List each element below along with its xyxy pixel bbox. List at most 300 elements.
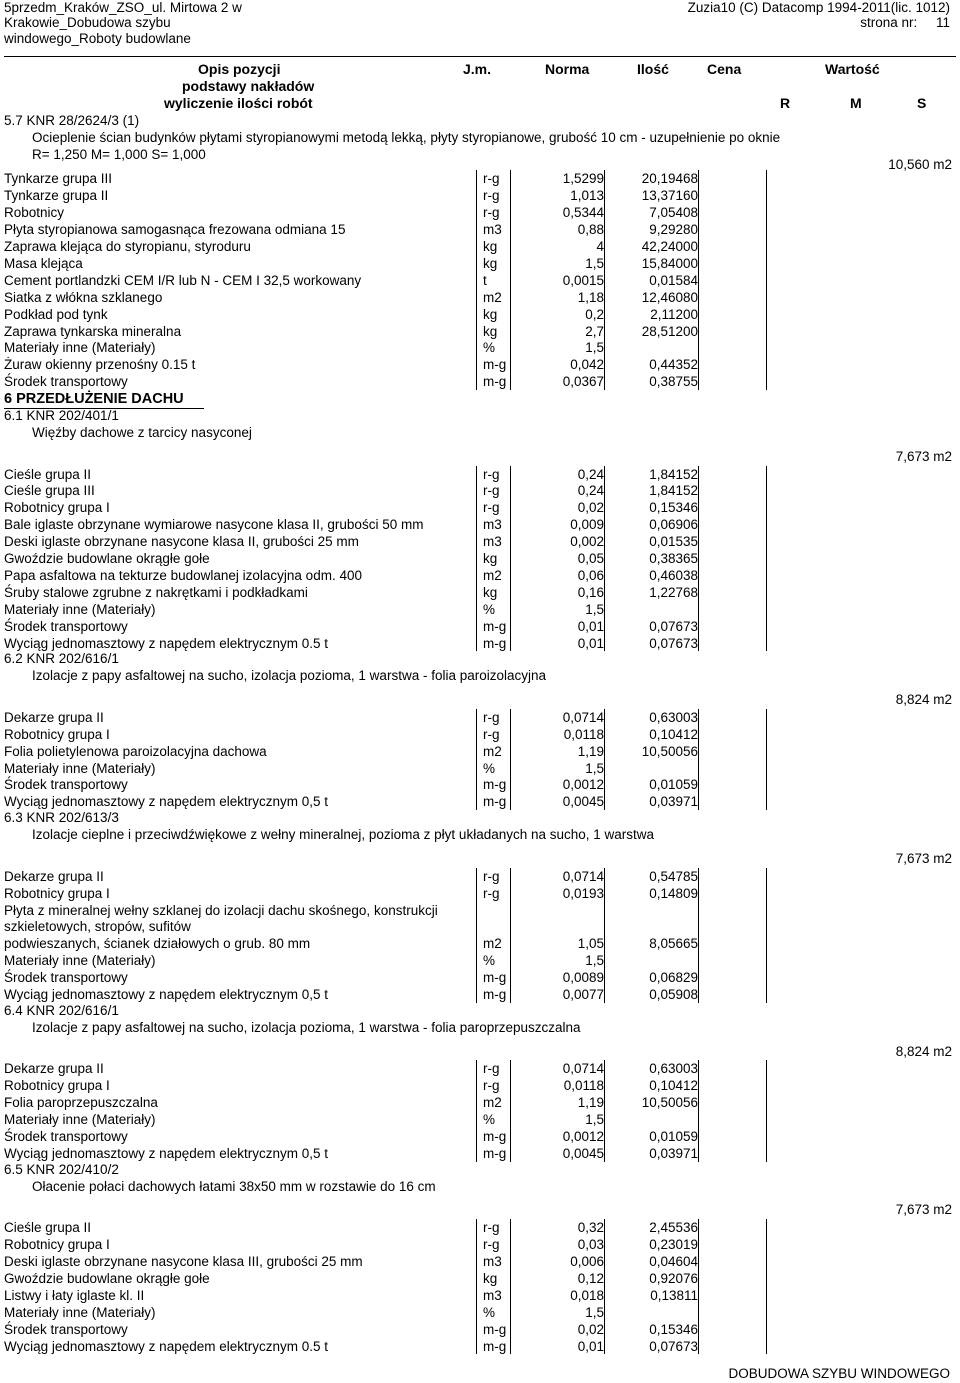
column-divider: [698, 170, 699, 390]
resource-row: [0, 289, 960, 306]
resource-name: Podkład pod tynk: [4, 306, 108, 322]
resource-name: Robotnicy grupa I: [4, 726, 110, 742]
resource-row: [0, 726, 960, 743]
resource-unit: m2: [483, 567, 502, 583]
resource-row: [0, 793, 960, 810]
resource-unit: m-g: [483, 777, 507, 793]
resource-row: [0, 533, 960, 550]
resource-quantity: 0,03971: [649, 1145, 698, 1161]
resource-name: Zaprawa tynkarska mineralna: [4, 323, 182, 339]
footer-title: DOBUDOWA SZYBU WINDOWEGO: [728, 1366, 950, 1381]
resource-quantity: 42,24000: [641, 239, 698, 255]
resource-name: Cieśle grupa II: [4, 1220, 92, 1236]
resource-norm: 0,0118: [563, 726, 604, 742]
column-divider: [698, 709, 699, 810]
resource-norm: 4: [596, 239, 604, 255]
resource-unit: m3: [483, 1287, 502, 1303]
resource-row: [0, 635, 960, 652]
column-divider: [766, 170, 767, 390]
resource-unit: m-g: [483, 374, 507, 390]
resource-quantity: 28,51200: [641, 323, 698, 339]
resource-quantity: 1,22768: [649, 584, 698, 600]
resource-unit: r-g: [483, 868, 500, 884]
column-divider: [510, 1219, 511, 1354]
column-divider: [766, 1060, 767, 1161]
resource-row: [0, 709, 960, 726]
resource-quantity: 15,84000: [641, 255, 698, 271]
resource-name: Płyta z mineralnej wełny szklanej do izolacji dachu skośnego, konstrukcji: [4, 902, 438, 918]
resource-unit: m3: [483, 517, 502, 533]
resource-unit: kg: [483, 255, 498, 271]
col-cena: Cena: [707, 61, 742, 77]
resource-norm: 0,0077: [562, 987, 604, 1003]
resource-name: Wyciąg jednomasztowy z napędem elektrycznym 0,5 t: [4, 987, 329, 1003]
resource-unit: m-g: [483, 635, 507, 651]
position-code: 6.1 KNR 202/401/1: [4, 408, 119, 424]
resource-row: [0, 1128, 960, 1145]
resource-unit: r-g: [483, 205, 500, 221]
resource-norm: 0,24: [577, 466, 604, 482]
resource-norm: 0,03: [577, 1237, 604, 1253]
resource-quantity: 0,38755: [649, 374, 698, 390]
resource-quantity: 0,92076: [649, 1270, 698, 1286]
resource-norm: 2,7: [585, 323, 604, 339]
resource-name: Papa asfaltowa na tekturze budowlanej izolacyjna odm. 400: [4, 567, 362, 583]
resource-quantity: 0,46038: [649, 567, 698, 583]
resource-name: Środek transportowy: [4, 618, 128, 634]
resource-quantity: 0,15346: [649, 500, 698, 516]
col-desc-2: podstawy nakładów: [182, 78, 315, 94]
resource-name: Gwoździe budowlane okrągłe gołe: [4, 551, 210, 567]
resource-name: Środek transportowy: [4, 1321, 128, 1337]
column-divider: [604, 709, 605, 810]
column-divider: [604, 1060, 605, 1161]
resource-unit: r-g: [483, 1220, 500, 1236]
resource-row: [0, 902, 960, 919]
resource-norm: 0,042: [570, 357, 604, 373]
resource-quantity: 2,11200: [650, 306, 698, 322]
resource-row: [0, 272, 960, 289]
resource-unit: kg: [483, 323, 498, 339]
resource-quantity: 0,04604: [649, 1254, 698, 1270]
resource-row: [0, 1287, 960, 1304]
resource-unit: m-g: [483, 618, 507, 634]
resource-row: [0, 918, 960, 935]
resource-norm: 0,0714: [562, 709, 604, 725]
column-divider: [766, 709, 767, 810]
col-r: R: [780, 95, 791, 111]
position-total: 7,673 m2: [895, 1202, 952, 1218]
resource-unit: m-g: [483, 794, 507, 810]
resource-name: Dekarze grupa II: [4, 868, 104, 884]
col-s: S: [917, 95, 927, 111]
resource-norm: 0,0012: [562, 777, 604, 793]
resource-name: Cement portlandzki CEM I/R lub N - CEM I 32,5 workowany: [4, 272, 362, 288]
resource-row: [0, 969, 960, 986]
col-wartosc: Wartość: [825, 61, 880, 77]
resource-unit: m-g: [483, 1321, 507, 1337]
resource-row: [0, 1236, 960, 1253]
resource-name: Listwy i łaty iglaste kl. II: [4, 1287, 145, 1303]
resource-unit: %: [483, 760, 496, 776]
resource-row: [0, 373, 960, 390]
col-desc-1: Opis pozycji: [198, 61, 281, 77]
resource-name: Folia paroprzepuszczalna: [4, 1095, 158, 1111]
resource-row: [0, 1060, 960, 1077]
resource-unit: m2: [483, 936, 502, 952]
resource-name: Robotnicy grupa I: [4, 885, 110, 901]
header-right-1: Zuzia10 (C) Datacomp 1994-2011(lic. 1012): [687, 0, 950, 15]
resource-row: [0, 1145, 960, 1162]
resource-unit: r-g: [483, 1061, 500, 1077]
position-description: Ołacenie połaci dachowych łatami 38x50 mm w rozstawie do 16 cm: [32, 1178, 436, 1194]
resource-row: [0, 1111, 960, 1128]
resource-norm: 0,018: [570, 1287, 604, 1303]
resource-name: Tynkarze grupa II: [4, 188, 109, 204]
resource-norm: 0,24: [577, 483, 604, 499]
resource-row: [0, 255, 960, 272]
column-divider: [604, 868, 605, 1003]
position-code: 6.2 KNR 202/616/1: [4, 651, 119, 667]
resource-norm: 0,0193: [562, 885, 604, 901]
resource-row: [0, 466, 960, 483]
resource-unit: r-g: [483, 500, 500, 516]
resource-unit: r-g: [483, 1078, 500, 1094]
position-total: 8,824 m2: [895, 691, 952, 707]
resource-name: Środek transportowy: [4, 1129, 128, 1144]
resource-unit: kg: [483, 1270, 498, 1286]
resource-quantity: 0,06829: [649, 970, 698, 986]
resource-unit: %: [483, 1304, 496, 1320]
resource-norm: 0,5344: [562, 205, 604, 221]
resource-unit: r-g: [483, 483, 500, 499]
resource-quantity: 0,10412: [649, 726, 698, 742]
resource-quantity: 0,07673: [649, 618, 698, 634]
resource-quantity: 0,15346: [649, 1321, 698, 1337]
resource-unit: m-g: [483, 987, 507, 1003]
resource-row: [0, 1321, 960, 1338]
position-description: Izolacje cieplne i przeciwdźwiękowe z wełny mineralnej, pozioma z płyt układanych na sucho, 1 warstwa: [32, 827, 655, 843]
column-divider: [766, 1219, 767, 1354]
resource-name: Siatka z włókna szklanego: [4, 289, 163, 305]
column-divider: [698, 1060, 699, 1161]
resource-unit: m3: [483, 1254, 502, 1270]
column-divider: [766, 466, 767, 652]
resource-norm: 0,32: [577, 1220, 604, 1236]
resource-norm: 0,0118: [563, 1078, 604, 1094]
resource-unit: m2: [483, 289, 502, 305]
resource-norm: 1,5: [585, 340, 604, 356]
resource-quantity: 1,84152: [649, 466, 698, 482]
resource-name: Materiały inne (Materiały): [4, 760, 156, 776]
resource-quantity: 0,44352: [649, 357, 698, 373]
column-divider: [604, 170, 605, 390]
header-left-3: windowego_Roboty budowlane: [4, 31, 191, 46]
resource-row: [0, 323, 960, 340]
resource-row: [0, 776, 960, 793]
column-divider: [510, 709, 511, 810]
resource-name: Cieśle grupa III: [4, 483, 95, 499]
resource-unit: %: [483, 1112, 496, 1128]
resource-norm: 0,009: [570, 517, 604, 533]
resource-norm: 0,02: [577, 500, 604, 516]
resource-norm: 0,0045: [562, 1145, 604, 1161]
resource-row: [0, 170, 960, 187]
resource-unit: r-g: [483, 1237, 500, 1253]
position-description: Więźby dachowe z tarcicy nasyconej: [32, 424, 252, 440]
resource-name: Materiały inne (Materiały): [4, 1304, 156, 1320]
resource-unit: kg: [483, 584, 498, 600]
resource-norm: 0,0714: [562, 868, 604, 884]
resource-quantity: 2,45536: [649, 1220, 698, 1236]
resource-unit: m2: [483, 1095, 502, 1111]
resource-row: [0, 1077, 960, 1094]
column-divider: [476, 868, 477, 1003]
position-code: 5.7 KNR 28/2624/3 (1): [4, 113, 140, 128]
column-divider: [476, 170, 477, 390]
resource-quantity: 10,50056: [641, 743, 698, 759]
resource-quantity: 10,50056: [641, 1095, 698, 1111]
resource-unit: kg: [483, 239, 498, 255]
resource-quantity: 7,05408: [649, 205, 698, 221]
resource-unit: m-g: [483, 970, 507, 986]
resource-unit: m-g: [483, 1338, 507, 1354]
resource-quantity: 0,14809: [649, 885, 698, 901]
resource-norm: 0,02: [577, 1321, 604, 1337]
resource-row: [0, 1219, 960, 1236]
position-description: Izolacje z papy asfaltowej na sucho, izolacja pozioma, 1 warstwa - folia paroizolacyjna: [32, 668, 547, 684]
resource-norm: 0,0045: [562, 794, 604, 810]
col-m: M: [850, 95, 862, 111]
position-params: R= 1,250 M= 1,000 S= 1,000: [32, 146, 206, 162]
resource-norm: 1,5: [585, 760, 604, 776]
resource-row: [0, 868, 960, 885]
resource-name: szkieletowych, stropów, sufitów: [4, 919, 191, 935]
column-divider: [766, 868, 767, 1003]
resource-unit: r-g: [483, 885, 500, 901]
resource-norm: 0,01: [577, 1338, 604, 1354]
resource-norm: 0,01: [577, 618, 604, 634]
header-right-page: strona nr: 11: [860, 15, 950, 30]
resource-row: [0, 1338, 960, 1355]
resource-quantity: 0,63003: [649, 1061, 698, 1077]
resource-name: Dekarze grupa II: [4, 1061, 104, 1077]
resource-row: [0, 482, 960, 499]
resource-norm: 1,5: [585, 255, 604, 271]
resource-row: [0, 601, 960, 618]
col-desc-3: wyliczenie ilości robót: [164, 95, 313, 111]
resource-name: Bale iglaste obrzynane wymiarowe nasycone klasa II, grubości 50 mm: [4, 517, 424, 533]
resource-unit: r-g: [483, 726, 500, 742]
resource-name: Materiały inne (Materiały): [4, 601, 156, 617]
resource-row: [0, 238, 960, 255]
resource-norm: 1,18: [577, 289, 604, 305]
resource-quantity: 0,54785: [649, 868, 698, 884]
resource-norm: 1,5: [585, 953, 604, 969]
resource-quantity: 0,03971: [649, 794, 698, 810]
resource-unit: %: [483, 340, 496, 356]
resource-quantity: 0,10412: [649, 1078, 698, 1094]
column-divider: [476, 709, 477, 810]
resource-norm: 1,5: [585, 601, 604, 617]
resource-norm: 0,002: [570, 534, 604, 550]
column-divider: [510, 1060, 511, 1161]
resource-norm: 1,5: [585, 1304, 604, 1320]
resource-name: Cieśle grupa II: [4, 466, 92, 482]
resource-name: Śruby stalowe zgrubne z nakrętkami i podkładkami: [4, 584, 308, 600]
col-norma: Norma: [545, 61, 590, 77]
position-description: Izolacje z papy asfaltowej na sucho, izolacja pozioma, 1 warstwa - folia paroprzepuszczalna: [32, 1019, 581, 1035]
resource-name: Wyciąg jednomasztowy z napędem elektrycznym 0.5 t: [4, 1338, 329, 1354]
resource-norm: 0,0089: [562, 970, 604, 986]
resource-row: [0, 584, 960, 601]
resource-row: [0, 618, 960, 635]
resource-row: [0, 499, 960, 516]
resource-quantity: 0,07673: [649, 635, 698, 651]
position-total: 10,560 m2: [888, 156, 952, 172]
resource-name: Robotnicy grupa I: [4, 1078, 110, 1094]
position-code: 6.4 KNR 202/616/1: [4, 1002, 119, 1018]
resource-norm: 1,013: [570, 188, 604, 204]
column-divider: [476, 466, 477, 652]
resource-norm: 0,0714: [562, 1061, 604, 1077]
resource-row: [0, 339, 960, 356]
resource-norm: 1,05: [577, 936, 604, 952]
resource-unit: r-g: [483, 466, 500, 482]
resource-quantity: 0,01584: [649, 272, 698, 288]
column-divider: [698, 466, 699, 652]
column-divider: [604, 1219, 605, 1354]
resource-name: Wyciąg jednomasztowy z napędem elektrycznym 0.5 t: [4, 635, 329, 651]
resource-norm: 0,006: [570, 1254, 604, 1270]
resource-row: [0, 760, 960, 777]
col-jm: J.m.: [463, 61, 492, 77]
resource-quantity: 0,01059: [649, 777, 698, 793]
resource-quantity: 0,01535: [649, 534, 698, 550]
resource-name: Środek transportowy: [4, 970, 128, 986]
resource-norm: 1,5299: [562, 171, 604, 187]
resource-row: [0, 550, 960, 567]
resource-quantity: 13,37160: [641, 188, 698, 204]
resource-quantity: 20,19468: [641, 171, 698, 187]
column-divider: [476, 1219, 477, 1354]
resource-quantity: 0,23019: [649, 1237, 698, 1253]
resource-quantity: 9,29280: [649, 222, 698, 238]
resource-row: [0, 1253, 960, 1270]
resource-name: Środek transportowy: [4, 777, 128, 793]
resource-norm: 0,06: [577, 567, 604, 583]
resource-unit: m2: [483, 743, 502, 759]
resource-name: Dekarze grupa II: [4, 709, 104, 725]
resource-unit: kg: [483, 306, 498, 322]
resource-unit: r-g: [483, 188, 500, 204]
resource-name: Wyciąg jednomasztowy z napędem elektrycznym 0,5 t: [4, 794, 329, 810]
resource-norm: 0,01: [577, 635, 604, 651]
resource-unit: m3: [483, 534, 502, 550]
resource-row: [0, 356, 960, 373]
resource-name: Folia polietylenowa paroizolacyjna dachowa: [4, 743, 267, 759]
resource-name: Zaprawa klejąca do styropianu, styroduru: [4, 239, 251, 255]
resource-quantity: 0,13811: [650, 1287, 698, 1303]
resource-row: [0, 306, 960, 323]
resource-name: Żuraw okienny przenośny 0.15 t: [4, 357, 196, 373]
resource-quantity: 1,84152: [649, 483, 698, 499]
resource-unit: m3: [483, 222, 502, 238]
resource-norm: 0,16: [577, 584, 604, 600]
resource-unit: %: [483, 953, 496, 969]
resource-unit: r-g: [483, 171, 500, 187]
resource-name: Materiały inne (Materiały): [4, 340, 156, 356]
resource-norm: 0,0012: [562, 1129, 604, 1144]
resource-name: Robotnicy grupa I: [4, 500, 110, 516]
resource-name: Gwoździe budowlane okrągłe gołe: [4, 1270, 210, 1286]
resource-quantity: 0,63003: [649, 709, 698, 725]
resource-row: [0, 204, 960, 221]
resource-norm: 0,12: [577, 1270, 604, 1286]
resource-row: [0, 986, 960, 1003]
resource-quantity: 0,38365: [649, 551, 698, 567]
position-code: 6.3 KNR 202/613/3: [4, 810, 119, 826]
position-total: 7,673 m2: [895, 850, 952, 866]
resource-row: [0, 935, 960, 952]
position-code: 6.5 KNR 202/410/2: [4, 1161, 119, 1177]
resource-quantity: 0,07673: [649, 1338, 698, 1354]
resource-norm: 0,2: [585, 306, 604, 322]
resource-norm: 0,0015: [562, 272, 604, 288]
resource-unit: m-g: [483, 1129, 507, 1144]
resource-norm: 1,19: [577, 743, 604, 759]
position-total: 8,824 m2: [895, 1043, 952, 1059]
resource-unit: kg: [483, 551, 498, 567]
resource-unit: m-g: [483, 1145, 507, 1161]
column-divider: [698, 868, 699, 1003]
resource-norm: 0,05: [577, 551, 604, 567]
resource-row: [0, 567, 960, 584]
resource-norm: 0,0367: [562, 374, 604, 390]
col-ilosc: Ilość: [637, 61, 669, 77]
resource-name: Wyciąg jednomasztowy z napędem elektrycznym 0,5 t: [4, 1145, 329, 1161]
column-divider: [510, 466, 511, 652]
resource-quantity: 0,05908: [649, 987, 698, 1003]
header-left-1: 5przedm_Kraków_ZSO_ul. Mirtowa 2 w: [4, 0, 242, 15]
resource-name: podwieszanych, ścianek działowych o grub. 80 mm: [4, 936, 311, 952]
resource-name: Robotnicy grupa I: [4, 1237, 110, 1253]
column-divider: [698, 1219, 699, 1354]
resource-row: [0, 516, 960, 533]
resource-row: [0, 1094, 960, 1111]
resource-quantity: 0,01059: [649, 1129, 698, 1144]
header-left-2: Krakowie_Dobudowa szybu: [4, 15, 171, 30]
resource-row: [0, 885, 960, 902]
section-title: 6 PRZEDŁUŻENIE DACHU: [4, 391, 184, 408]
resource-row: [0, 221, 960, 238]
resource-unit: r-g: [483, 709, 500, 725]
resource-unit: t: [483, 272, 487, 288]
resource-name: Materiały inne (Materiały): [4, 953, 156, 969]
resource-row: [0, 187, 960, 204]
column-divider: [510, 170, 511, 390]
resource-quantity: 12,46080: [641, 289, 698, 305]
resource-name: Materiały inne (Materiały): [4, 1112, 156, 1128]
resource-name: Robotnicy: [4, 205, 65, 221]
column-divider: [510, 868, 511, 1003]
resource-quantity: 8,05665: [649, 936, 698, 952]
resource-name: Środek transportowy: [4, 374, 128, 390]
resource-unit: m-g: [483, 357, 507, 373]
column-divider: [604, 466, 605, 652]
resource-norm: 0,88: [577, 222, 604, 238]
resource-row: [0, 1270, 960, 1287]
